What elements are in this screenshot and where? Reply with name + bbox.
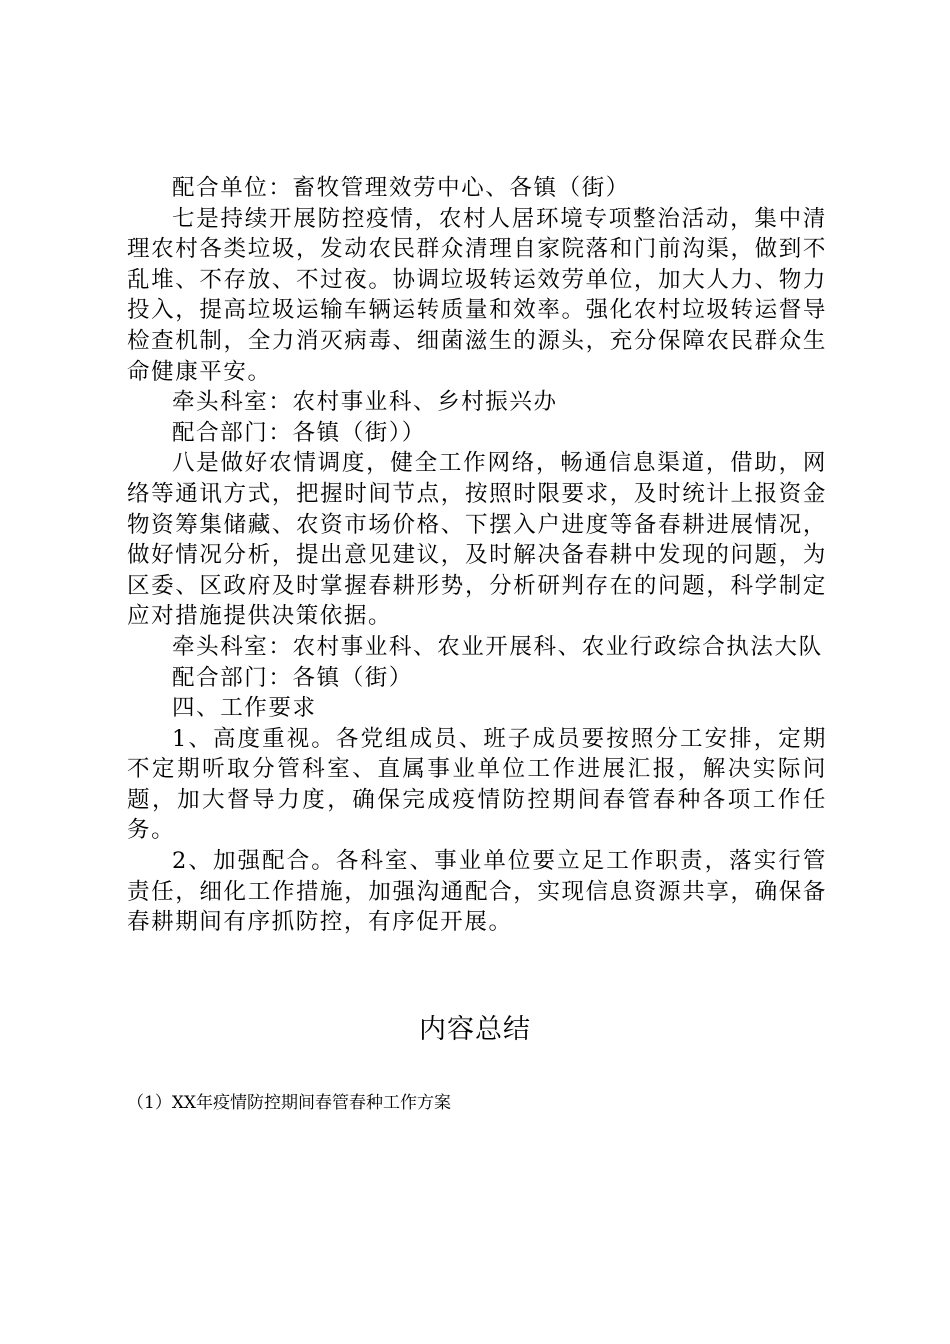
summary-item: （1）XX年疫情防控期间春管春种工作方案 bbox=[127, 1093, 452, 1113]
paragraph-lead-department: 牵头科室：农村事业科、乡村振兴办 bbox=[172, 389, 558, 416]
paragraph-lead-department: 牵头科室：农村事业科、农业开展科、农业行政综合执法大队 bbox=[172, 633, 823, 660]
paragraph-cooperating-departments: 配合部门：各镇（街） bbox=[172, 664, 414, 691]
paragraph-cooperating-units: 配合单位：畜牧管理效劳中心、各镇（街） bbox=[172, 175, 630, 201]
paragraph-requirement-two: 2、加强配合。各科室、事业单位要立足工作职责，落实行管责任，细化工作措施，加强沟通配合，实现信息资源共享，确保备春耕期间有序抓防控，有序促开展。 bbox=[127, 848, 827, 936]
summary-title: 内容总结 bbox=[419, 1014, 531, 1045]
paragraph-item-eight: 八是做好农情调度，健全工作网络，畅通信息渠道，借助，网络等通讯方式，把握时间节点，按照时限要求，及时统计上报资金物资筹集储藏、农资市场价格、下摆入户进度等备春耕进展情况，做好情况分析，提出意见建议，及时解决备春耕中发现的问题，为区委、区政府及时掌握春耕形势，分析研判存在的问题，科学制定应对措施提供决策依据。 bbox=[127, 450, 827, 630]
paragraph-requirement-one: 1、高度重视。各党组成员、班子成员要按照分工安排，定期不定期听取分管科室、直属事业单位工作进展汇报，解决实际问题，加大督导力度，确保完成疫情防控期间春管春种各项工作任务。 bbox=[127, 725, 827, 844]
paragraph-item-seven: 七是持续开展防控疫情，农村人居环境专项整治活动，集中清理农村各类垃圾，发动农民群众清理自家院落和门前沟渠，做到不乱堆、不存放、不过夜。协调垃圾转运效劳单位，加大人力、物力投入，提高垃圾运输车辆运转质量和效率。强化农村垃圾转运督导检查机制，全力消灭病毒、细菌滋生的源头，充分保障农民群众生命健康平安。 bbox=[127, 205, 827, 385]
document-body bbox=[127, 173, 827, 938]
paragraph-cooperating-departments: 配合部门：各镇（街）） bbox=[172, 419, 426, 446]
section-heading-work-requirements: 四、工作要求 bbox=[172, 695, 317, 722]
